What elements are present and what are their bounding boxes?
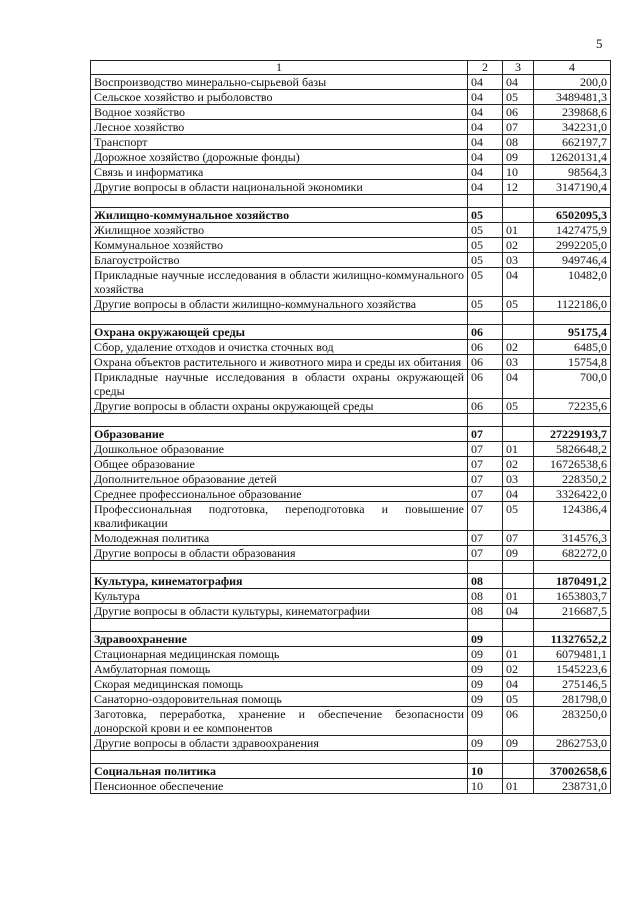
section-code-cell: 06 [468,399,503,414]
item-name-cell: Среднее профессиональное образование [91,487,468,502]
amount-cell: 3489481,3 [534,90,611,105]
item-name-cell: Пенсионное обеспечение [91,779,468,794]
amount-cell: 238731,0 [534,779,611,794]
item-name-cell: Прикладные научные исследования в области охраны окружающей среды [91,370,468,399]
empty-cell [503,561,534,574]
amount-cell: 216687,5 [534,604,611,619]
empty-cell [534,195,611,208]
subsection-code-cell: 02 [503,662,534,677]
item-name-cell: Социальная политика [91,764,468,779]
table-row [91,370,611,399]
section-code-cell: 04 [468,135,503,150]
section-code-cell: 05 [468,238,503,253]
section-code-cell: 06 [468,370,503,399]
section-row [91,325,611,340]
table-row [91,546,611,561]
table-row [91,736,611,751]
section-code-cell: 09 [468,677,503,692]
section-row [91,632,611,647]
item-name-cell: Другие вопросы в области жилищно-коммунального хозяйства [91,297,468,312]
section-code-cell: 04 [468,120,503,135]
subsection-code-cell: 06 [503,707,534,736]
amount-cell: 281798,0 [534,692,611,707]
section-code-cell: 10 [468,764,503,779]
table-row [91,707,611,736]
empty-cell [468,312,503,325]
item-name-cell: Воспроизводство минерально-сырьевой базы [91,75,468,90]
amount-cell: 239868,6 [534,105,611,120]
amount-cell: 98564,3 [534,165,611,180]
empty-cell [503,312,534,325]
item-name-cell: Другие вопросы в области национальной экономики [91,180,468,195]
empty-cell [468,561,503,574]
amount-cell: 700,0 [534,370,611,399]
amount-cell: 1122186,0 [534,297,611,312]
section-code-cell: 04 [468,180,503,195]
table-row [91,589,611,604]
amount-cell: 6079481,1 [534,647,611,662]
table-row [91,297,611,312]
table-row [91,604,611,619]
subsection-code-cell [503,427,534,442]
amount-cell: 1870491,2 [534,574,611,589]
section-code-cell: 04 [468,75,503,90]
table-row [91,692,611,707]
subsection-code-cell [503,574,534,589]
empty-cell [503,414,534,427]
item-name-cell: Водное хозяйство [91,105,468,120]
amount-cell: 16726538,6 [534,457,611,472]
empty-cell [534,619,611,632]
table-row [91,165,611,180]
section-code-cell: 10 [468,779,503,794]
item-name-cell: Коммунальное хозяйство [91,238,468,253]
amount-cell: 3147190,4 [534,180,611,195]
table-row [91,105,611,120]
item-name-cell: Жилищное хозяйство [91,223,468,238]
item-name-cell: Амбулаторная помощь [91,662,468,677]
subsection-code-cell: 09 [503,736,534,751]
item-name-cell: Культура [91,589,468,604]
subsection-code-cell: 01 [503,589,534,604]
empty-cell [468,619,503,632]
amount-cell: 37002658,6 [534,764,611,779]
section-code-cell: 09 [468,692,503,707]
table-row [91,135,611,150]
table-row [91,238,611,253]
table-row [91,75,611,90]
item-name-cell: Благоустройство [91,253,468,268]
empty-cell [503,751,534,764]
table-row [91,150,611,165]
empty-cell [534,312,611,325]
section-code-cell: 07 [468,531,503,546]
section-code-cell: 08 [468,604,503,619]
item-name-cell: Здравоохранение [91,632,468,647]
section-code-cell: 07 [468,472,503,487]
empty-cell [503,619,534,632]
subsection-code-cell: 04 [503,677,534,692]
amount-cell: 275146,5 [534,677,611,692]
table-row [91,677,611,692]
section-row [91,208,611,223]
subsection-code-cell: 10 [503,165,534,180]
table-row [91,662,611,677]
amount-cell: 5826648,2 [534,442,611,457]
item-name-cell: Профессиональная подготовка, переподготовка и повышение квалификации [91,502,468,531]
section-code-cell: 06 [468,355,503,370]
amount-cell: 200,0 [534,75,611,90]
amount-cell: 314576,3 [534,531,611,546]
empty-cell [91,312,468,325]
subsection-code-cell: 02 [503,238,534,253]
amount-cell: 682272,0 [534,546,611,561]
section-code-cell: 09 [468,632,503,647]
item-name-cell: Другие вопросы в области образования [91,546,468,561]
table-row [91,268,611,297]
subsection-code-cell: 03 [503,253,534,268]
amount-cell: 228350,2 [534,472,611,487]
empty-cell [91,751,468,764]
amount-cell: 10482,0 [534,268,611,297]
item-name-cell: Охрана объектов растительного и животного мира и среды их обитания [91,355,468,370]
item-name-cell: Культура, кинематография [91,574,468,589]
empty-cell [468,414,503,427]
subsection-code-cell: 01 [503,223,534,238]
amount-cell: 283250,0 [534,707,611,736]
table-row [91,457,611,472]
item-name-cell: Общее образование [91,457,468,472]
table-row [91,253,611,268]
section-code-cell: 04 [468,90,503,105]
section-code-cell: 07 [468,442,503,457]
section-code-cell: 06 [468,325,503,340]
amount-cell: 662197,7 [534,135,611,150]
section-row [91,574,611,589]
section-code-cell: 04 [468,105,503,120]
item-name-cell: Другие вопросы в области культуры, кинематографии [91,604,468,619]
section-code-cell: 07 [468,546,503,561]
subsection-code-cell: 05 [503,692,534,707]
subsection-code-cell: 04 [503,75,534,90]
subsection-code-cell: 07 [503,120,534,135]
section-code-cell: 07 [468,502,503,531]
amount-cell: 12620131,4 [534,150,611,165]
table-row [91,355,611,370]
subsection-code-cell [503,325,534,340]
subsection-code-cell: 12 [503,180,534,195]
empty-cell [468,195,503,208]
subsection-code-cell: 06 [503,105,534,120]
section-code-cell: 06 [468,340,503,355]
amount-cell: 6502095,3 [534,208,611,223]
amount-cell: 95175,4 [534,325,611,340]
section-code-cell: 07 [468,427,503,442]
item-name-cell: Транспорт [91,135,468,150]
subsection-code-cell: 05 [503,399,534,414]
subsection-code-cell: 05 [503,502,534,531]
table-row [91,120,611,135]
item-name-cell: Дополнительное образование детей [91,472,468,487]
section-code-cell: 05 [468,268,503,297]
amount-cell: 2992205,0 [534,238,611,253]
amount-cell: 1545223,6 [534,662,611,677]
subsection-code-cell: 01 [503,647,534,662]
section-code-cell: 07 [468,487,503,502]
section-code-cell: 09 [468,662,503,677]
subsection-code-cell: 09 [503,150,534,165]
table-row [91,223,611,238]
spacer-row [91,561,611,574]
column-number-2: 2 [468,61,503,75]
item-name-cell: Стационарная медицинская помощь [91,647,468,662]
amount-cell: 3326422,0 [534,487,611,502]
section-code-cell: 08 [468,589,503,604]
empty-cell [534,414,611,427]
subsection-code-cell [503,764,534,779]
subsection-code-cell: 03 [503,355,534,370]
column-number-row [91,61,611,75]
table-row [91,399,611,414]
table-row [91,90,611,105]
item-name-cell: Охрана окружающей среды [91,325,468,340]
amount-cell: 72235,6 [534,399,611,414]
subsection-code-cell: 05 [503,297,534,312]
column-number-4: 4 [534,61,611,75]
empty-cell [91,619,468,632]
item-name-cell: Лесное хозяйство [91,120,468,135]
subsection-code-cell: 09 [503,546,534,561]
amount-cell: 949746,4 [534,253,611,268]
item-name-cell: Дорожное хозяйство (дорожные фонды) [91,150,468,165]
amount-cell: 27229193,7 [534,427,611,442]
item-name-cell: Образование [91,427,468,442]
item-name-cell: Дошкольное образование [91,442,468,457]
subsection-code-cell: 01 [503,779,534,794]
item-name-cell: Прикладные научные исследования в области жилищно-коммунального хозяйства [91,268,468,297]
amount-cell: 342231,0 [534,120,611,135]
table-row [91,502,611,531]
spacer-row [91,751,611,764]
amount-cell: 2862753,0 [534,736,611,751]
section-code-cell: 05 [468,253,503,268]
empty-cell [503,195,534,208]
empty-cell [468,751,503,764]
item-name-cell: Сбор, удаление отходов и очистка сточных вод [91,340,468,355]
table-row [91,487,611,502]
subsection-code-cell: 05 [503,90,534,105]
subsection-code-cell: 04 [503,370,534,399]
column-number-3: 3 [503,61,534,75]
amount-cell: 1653803,7 [534,589,611,604]
subsection-code-cell: 04 [503,268,534,297]
column-number-1: 1 [91,61,468,75]
item-name-cell: Жилищно-коммунальное хозяйство [91,208,468,223]
section-code-cell: 05 [468,297,503,312]
spacer-row [91,619,611,632]
spacer-row [91,312,611,325]
subsection-code-cell: 01 [503,442,534,457]
section-row [91,764,611,779]
subsection-code-cell: 02 [503,457,534,472]
subsection-code-cell: 07 [503,531,534,546]
item-name-cell: Другие вопросы в области здравоохранения [91,736,468,751]
table-row [91,531,611,546]
section-code-cell: 05 [468,223,503,238]
item-name-cell: Сельское хозяйство и рыболовство [91,90,468,105]
item-name-cell: Молодежная политика [91,531,468,546]
item-name-cell: Связь и информатика [91,165,468,180]
subsection-code-cell [503,632,534,647]
amount-cell: 6485,0 [534,340,611,355]
section-code-cell: 04 [468,165,503,180]
spacer-row [91,414,611,427]
section-code-cell: 08 [468,574,503,589]
subsection-code-cell: 02 [503,340,534,355]
empty-cell [91,561,468,574]
subsection-code-cell: 04 [503,487,534,502]
section-code-cell: 09 [468,647,503,662]
section-code-cell: 05 [468,208,503,223]
section-code-cell: 09 [468,736,503,751]
empty-cell [534,751,611,764]
item-name-cell: Другие вопросы в области охраны окружающей среды [91,399,468,414]
table-row [91,340,611,355]
amount-cell: 124386,4 [534,502,611,531]
amount-cell: 1427475,9 [534,223,611,238]
section-code-cell: 07 [468,457,503,472]
empty-cell [534,561,611,574]
subsection-code-cell: 04 [503,604,534,619]
item-name-cell: Скорая медицинская помощь [91,677,468,692]
subsection-code-cell [503,208,534,223]
page-number: 5 [596,36,603,51]
subsection-code-cell: 08 [503,135,534,150]
section-code-cell: 09 [468,707,503,736]
item-name-cell: Заготовка, переработка, хранение и обеспечение безопасности донорской крови и ее компонентов [91,707,468,736]
section-code-cell: 04 [468,150,503,165]
empty-cell [91,195,468,208]
budget-table [90,60,611,794]
empty-cell [91,414,468,427]
section-row [91,427,611,442]
table-row [91,779,611,794]
table-row [91,180,611,195]
amount-cell: 15754,8 [534,355,611,370]
amount-cell: 11327652,2 [534,632,611,647]
item-name-cell: Санаторно-оздоровительная помощь [91,692,468,707]
subsection-code-cell: 03 [503,472,534,487]
spacer-row [91,195,611,208]
table-row [91,647,611,662]
table-row [91,442,611,457]
table-row [91,472,611,487]
budget-table-body [91,61,611,794]
